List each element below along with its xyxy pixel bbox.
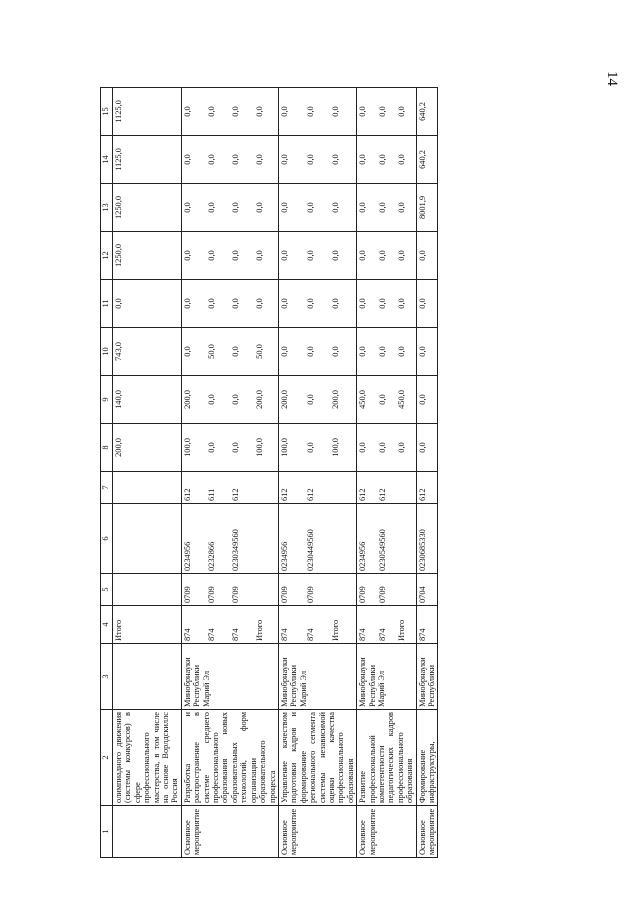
code-cell: 874 — [181, 606, 206, 644]
amount-cell: 0,0 — [278, 88, 304, 136]
amount-cell: 0,0 — [206, 424, 230, 472]
amount-cell: 0,0 — [206, 280, 230, 328]
header-cell: 15 — [101, 88, 113, 136]
amount-cell: 0,0 — [396, 136, 416, 184]
code-cell — [396, 472, 416, 504]
code-cell — [396, 574, 416, 606]
header-cell: 5 — [101, 574, 113, 606]
amount-cell: 0,0 — [278, 328, 304, 376]
amount-cell: 0,0 — [377, 88, 396, 136]
amount-cell: 0,0 — [206, 232, 230, 280]
code-cell: Итого — [113, 606, 182, 644]
code-cell: 874 — [357, 606, 377, 644]
code-cell: 612 — [377, 472, 396, 504]
code-cell: 0709 — [278, 574, 304, 606]
code-cell: 0232866 — [206, 504, 230, 574]
amount-cell: 0,0 — [278, 184, 304, 232]
code-cell: 612 — [305, 472, 330, 504]
code-cell: 0709 — [377, 574, 396, 606]
amount-cell: 0,0 — [305, 184, 330, 232]
activity-description-cell: Разработка и распространение в системе среднего профессионального образования новых образовательных технологий, форм организации образовательного процесса — [181, 710, 278, 806]
header-cell: 10 — [101, 328, 113, 376]
amount-cell: 0,0 — [230, 280, 254, 328]
amount-cell: 0,0 — [305, 424, 330, 472]
amount-cell: 100,0 — [278, 424, 304, 472]
code-cell: 612 — [416, 472, 438, 504]
amount-cell: 0,0 — [330, 136, 356, 184]
amount-cell: 450,0 — [396, 376, 416, 424]
code-cell: 874 — [416, 606, 438, 644]
header-cell: 6 — [101, 504, 113, 574]
amount-cell: 0,0 — [181, 88, 206, 136]
amount-cell: 200,0 — [113, 424, 182, 472]
amount-cell: 0,0 — [396, 328, 416, 376]
header-cell: 2 — [101, 710, 113, 806]
amount-cell: 0,0 — [230, 424, 254, 472]
budget-table — [100, 87, 438, 858]
amount-cell: 100,0 — [330, 424, 356, 472]
amount-cell: 0,0 — [377, 232, 396, 280]
header-row — [101, 88, 113, 858]
amount-cell: 200,0 — [278, 376, 304, 424]
amount-cell: 0,0 — [254, 280, 279, 328]
amount-cell: 0,0 — [305, 88, 330, 136]
code-cell: 874 — [377, 606, 396, 644]
executor-cell: Минобрнауки Республики — [416, 644, 438, 710]
amount-cell: 0,0 — [230, 88, 254, 136]
code-cell: 0709 — [181, 574, 206, 606]
header-cell: 13 — [101, 184, 113, 232]
header-cell: 3 — [101, 644, 113, 710]
amount-cell: 0,0 — [181, 232, 206, 280]
amount-cell: 0,0 — [305, 232, 330, 280]
amount-cell: 0,0 — [305, 328, 330, 376]
amount-cell: 0,0 — [330, 280, 356, 328]
amount-cell: 0,0 — [377, 184, 396, 232]
amount-cell: 0,0 — [396, 184, 416, 232]
amount-cell: 0,0 — [357, 88, 377, 136]
header-cell: 1 — [101, 806, 113, 858]
code-cell: 0230549560 — [377, 504, 396, 574]
amount-cell: 0,0 — [396, 232, 416, 280]
page-number: 14 — [604, 71, 620, 86]
code-cell: 874 — [278, 606, 304, 644]
amount-cell: 0,0 — [377, 280, 396, 328]
amount-cell: 100,0 — [254, 424, 279, 472]
amount-cell: 0,0 — [416, 280, 438, 328]
amount-cell: 1250,0 — [113, 184, 182, 232]
amount-cell: 450,0 — [357, 376, 377, 424]
table-row — [357, 88, 377, 858]
code-cell: 874 — [305, 606, 330, 644]
code-cell: 0230349560 — [230, 504, 254, 574]
code-cell — [330, 472, 356, 504]
amount-cell: 200,0 — [181, 376, 206, 424]
amount-cell: 0,0 — [230, 136, 254, 184]
amount-cell: 0,0 — [230, 232, 254, 280]
amount-cell: 640,2 — [416, 136, 438, 184]
amount-cell: 0,0 — [330, 232, 356, 280]
amount-cell: 0,0 — [230, 328, 254, 376]
code-cell: 0709 — [230, 574, 254, 606]
amount-cell: 0,0 — [206, 88, 230, 136]
code-cell — [330, 504, 356, 574]
amount-cell: 0,0 — [416, 328, 438, 376]
header-cell: 7 — [101, 472, 113, 504]
activity-description-cell: олимпиадного движения (системы конкурсов) в сфере профессионального мастерства, в том числе на основе Ворлдскиллс Россия — [113, 710, 182, 806]
activity-description-cell: Формирование инфраструктуры, — [416, 710, 438, 806]
amount-cell: 0,0 — [254, 232, 279, 280]
code-cell: 0234956 — [357, 504, 377, 574]
executor-cell: Минобрнауки Республики Марий Эл — [181, 644, 278, 710]
amount-cell: 0,0 — [305, 280, 330, 328]
code-cell — [254, 574, 279, 606]
amount-cell: 0,0 — [254, 184, 279, 232]
amount-cell: 0,0 — [416, 232, 438, 280]
code-cell: 612 — [357, 472, 377, 504]
amount-cell: 0,0 — [396, 424, 416, 472]
header-cell: 4 — [101, 606, 113, 644]
amount-cell: 0,0 — [254, 136, 279, 184]
code-cell — [113, 504, 182, 574]
amount-cell: 0,0 — [377, 328, 396, 376]
code-cell: Итого — [330, 606, 356, 644]
amount-cell: 640,2 — [416, 88, 438, 136]
code-cell: 874 — [230, 606, 254, 644]
code-cell: 0704 — [416, 574, 438, 606]
amount-cell: 0,0 — [357, 136, 377, 184]
header-cell: 14 — [101, 136, 113, 184]
code-cell — [254, 504, 279, 574]
table-row — [181, 88, 206, 858]
amount-cell: 1125,0 — [113, 136, 182, 184]
code-cell — [113, 472, 182, 504]
code-cell: 0234956 — [181, 504, 206, 574]
code-cell: 0709 — [305, 574, 330, 606]
code-cell: 874 — [206, 606, 230, 644]
amount-cell: 0,0 — [230, 376, 254, 424]
code-cell: 0230449560 — [305, 504, 330, 574]
code-cell: Итого — [396, 606, 416, 644]
amount-cell: 0,0 — [230, 184, 254, 232]
executor-cell: Минобрнауки Республики Марий Эл — [278, 644, 356, 710]
amount-cell: 0,0 — [330, 88, 356, 136]
amount-cell: 0,0 — [254, 88, 279, 136]
activity-type-cell: Основное мероприятие — [278, 806, 356, 858]
amount-cell: 50,0 — [254, 328, 279, 376]
code-cell — [113, 574, 182, 606]
code-cell — [330, 574, 356, 606]
amount-cell: 0,0 — [377, 424, 396, 472]
amount-cell: 0,0 — [357, 280, 377, 328]
executor-cell — [113, 644, 182, 710]
code-cell: 612 — [278, 472, 304, 504]
amount-cell: 0,0 — [330, 184, 356, 232]
amount-cell: 0,0 — [181, 184, 206, 232]
amount-cell: 0,0 — [396, 88, 416, 136]
amount-cell: 0,0 — [181, 136, 206, 184]
header-cell: 11 — [101, 280, 113, 328]
amount-cell: 0,0 — [357, 424, 377, 472]
code-cell — [396, 504, 416, 574]
amount-cell: 0,0 — [305, 136, 330, 184]
code-cell: 611 — [206, 472, 230, 504]
table-row — [416, 88, 438, 858]
amount-cell: 1250,0 — [113, 232, 182, 280]
amount-cell: 743,0 — [113, 328, 182, 376]
amount-cell: 140,0 — [113, 376, 182, 424]
amount-cell: 0,0 — [416, 424, 438, 472]
rotated-page-content — [100, 88, 518, 858]
code-cell: 0230685330 — [416, 504, 438, 574]
amount-cell: 0,0 — [181, 328, 206, 376]
amount-cell: 0,0 — [357, 328, 377, 376]
amount-cell: 0,0 — [357, 232, 377, 280]
code-cell: 0234956 — [278, 504, 304, 574]
activity-type-cell: Основное мероприятие — [416, 806, 438, 858]
amount-cell: 0,0 — [396, 280, 416, 328]
activity-description-cell: Управление качеством подготовки кадров и формирование регионального сегмента системы независимой оценки качества профессионального образования — [278, 710, 356, 806]
table-row — [113, 88, 182, 858]
amount-cell: 0,0 — [278, 136, 304, 184]
executor-cell: Минобрнауки Республики Марий Эл — [357, 644, 416, 710]
table-body — [113, 88, 438, 858]
amount-cell: 1125,0 — [113, 88, 182, 136]
header-cell: 8 — [101, 424, 113, 472]
amount-cell: 100,0 — [181, 424, 206, 472]
amount-cell: 0,0 — [416, 376, 438, 424]
amount-cell: 0,0 — [377, 376, 396, 424]
code-cell: Итого — [254, 606, 279, 644]
code-cell: 612 — [230, 472, 254, 504]
amount-cell: 0,0 — [330, 328, 356, 376]
amount-cell: 0,0 — [278, 280, 304, 328]
amount-cell: 8001,9 — [416, 184, 438, 232]
amount-cell: 50,0 — [206, 328, 230, 376]
amount-cell: 0,0 — [305, 376, 330, 424]
amount-cell: 0,0 — [113, 280, 182, 328]
amount-cell: 0,0 — [278, 232, 304, 280]
code-cell: 0709 — [206, 574, 230, 606]
table-row — [278, 88, 304, 858]
amount-cell: 0,0 — [206, 184, 230, 232]
activity-type-cell — [113, 806, 182, 858]
activity-type-cell: Основное мероприятие — [357, 806, 416, 858]
amount-cell: 0,0 — [206, 376, 230, 424]
amount-cell: 200,0 — [330, 376, 356, 424]
code-cell: 612 — [181, 472, 206, 504]
amount-cell: 200,0 — [254, 376, 279, 424]
amount-cell: 0,0 — [377, 136, 396, 184]
header-cell: 9 — [101, 376, 113, 424]
amount-cell: 0,0 — [206, 136, 230, 184]
amount-cell: 0,0 — [181, 280, 206, 328]
activity-type-cell: Основное мероприятие — [181, 806, 278, 858]
code-cell — [254, 472, 279, 504]
header-cell: 12 — [101, 232, 113, 280]
activity-description-cell: Развитие профессиональной компетентности педагогических кадров профессионального образования — [357, 710, 416, 806]
amount-cell: 0,0 — [357, 184, 377, 232]
code-cell: 0709 — [357, 574, 377, 606]
